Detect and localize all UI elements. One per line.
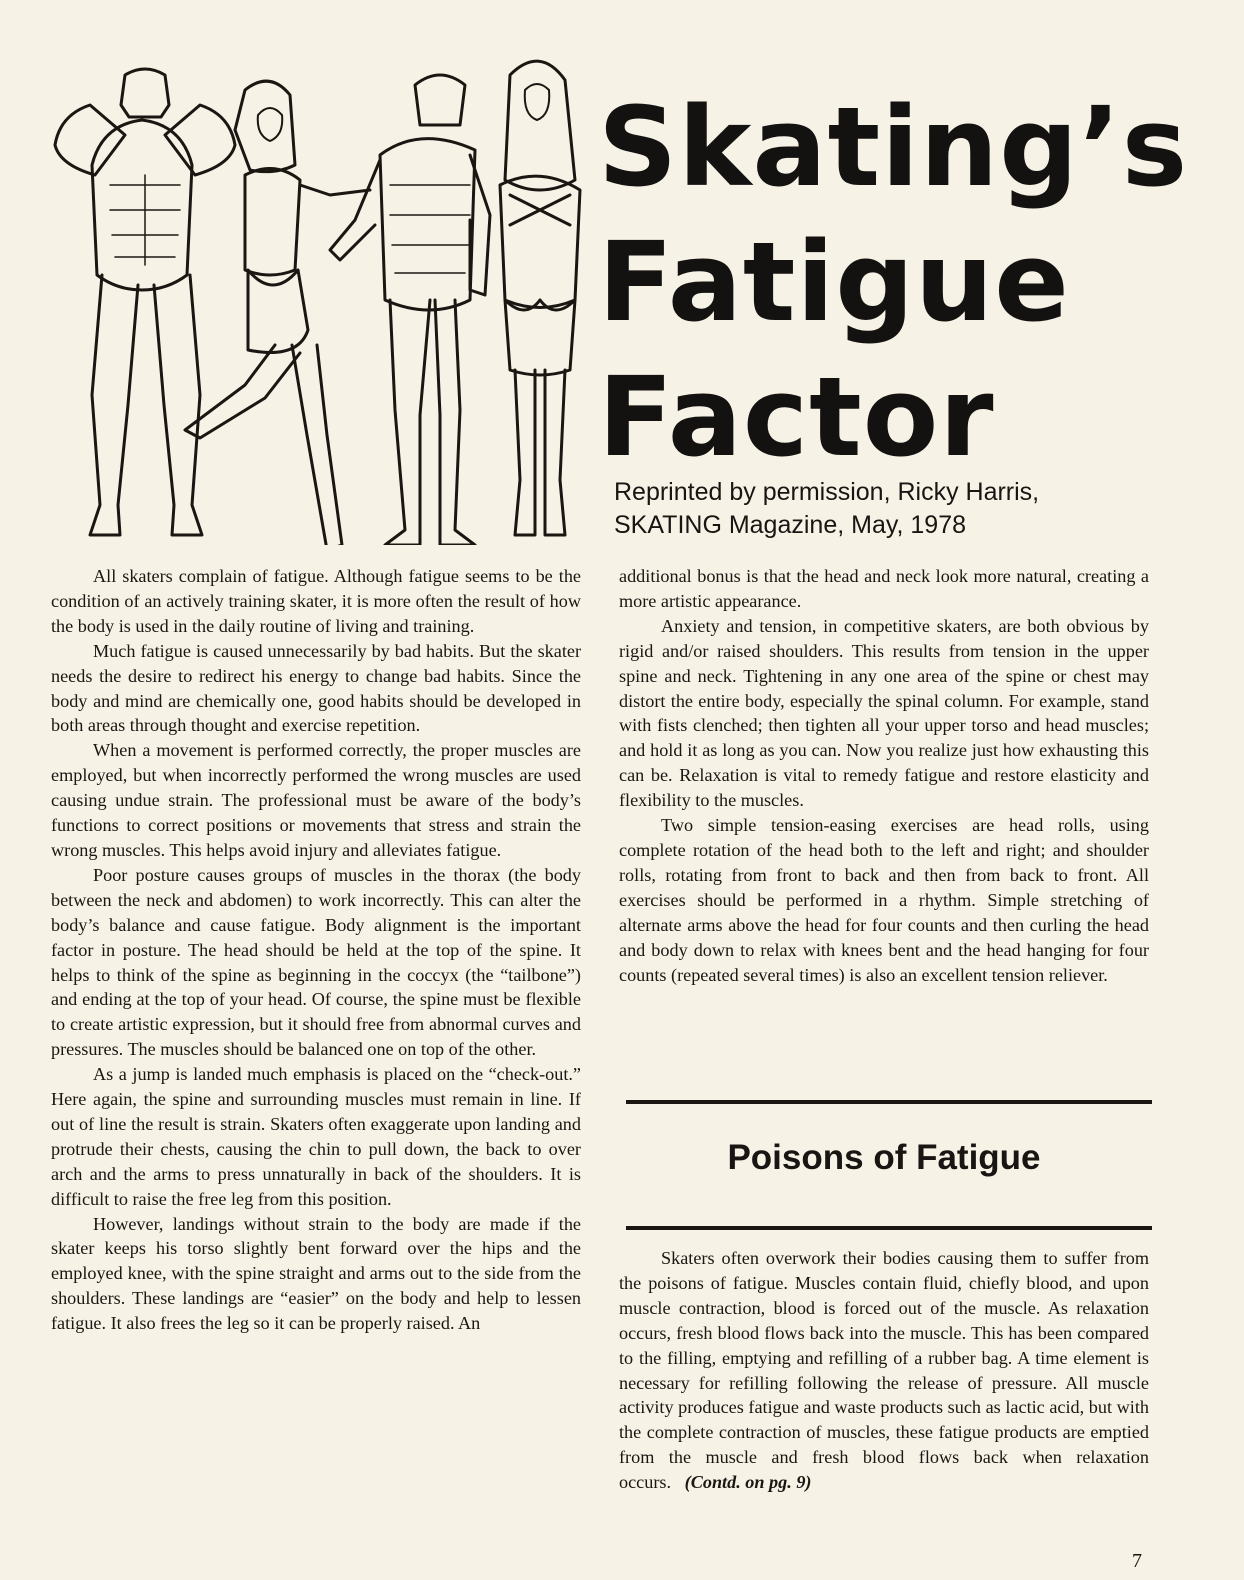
title-line-1: Skating’s: [598, 83, 1189, 211]
figure-woman-arms-crossed-icon: [500, 61, 580, 535]
credit-line-1: Reprinted by permission, Ricky Harris,: [614, 478, 1040, 506]
paragraph-continuation: additional bonus is that the head and neck look more natural, creating a more artistic appearance.: [619, 566, 1149, 611]
credit-line-2: SKATING Magazine, May, 1978: [614, 511, 967, 539]
title-line-2: Fatigue: [598, 218, 1070, 346]
section-heading: Poisons of Fatigue: [727, 1138, 1041, 1177]
paragraph: Much fatigue is caused unnecessarily by bad habits. But the skater needs the desire to redirect his energy to change bad habits. Since the body and mind are chemically one, good habits should be developed in both areas through thought and exercise repetition.: [51, 640, 581, 736]
section-text: Skaters often overwork their bodies causing them to suffer from the poisons of fatigue. Muscles contain fluid, chiefly blood, and upon muscle contraction, blood is forced out of the muscle. As relaxation occurs, fresh blood flows back into the muscle. This has been compared to the filling, emptying and refilling of a rubber bag. A time element is necessary for refilling following the release of pressure. All muscle activity produces fatigue and waste products such as lactic acid, but with the complete contraction of muscles, these fatigue products are emptied from the muscle and fresh blood flows back when relaxation occurs.: [619, 1248, 1149, 1493]
figure-man-arms-raised-icon: [55, 69, 235, 535]
section-body: [619, 1246, 1149, 1495]
paragraph: When a movement is performed correctly, the proper muscles are employed, but when incorrectly performed the wrong muscles are used causing undue strain. The professional must be aware of the body’s functions to correct positions or movements that stress and strain the wrong muscles. This helps avoid injury and alleviates fatigue.: [51, 740, 581, 860]
paragraph: Poor posture causes groups of muscles in the thorax (the body between the neck and abdomen) to work incorrectly. This can alter the body’s balance and cause fatigue. Body alignment is the important factor in posture. The head should be held at the top of the spine. It helps to think of the spine as beginning in the coccyx (the “tailbone”) and ending at the top of your head. Of course, the spine must be flexible to create artistic expression, but it should free from abnormal curves and pressures. The muscles should be balanced one on top of the other.: [51, 864, 581, 1060]
paragraph: All skaters complain of fatigue. Although fatigue seems to be the condition of an actively training skater, it is more often the result of how the body is used in the daily routine of living and training.: [51, 566, 581, 636]
left-column: [51, 564, 581, 1336]
section-rule-bottom: [626, 1226, 1152, 1230]
right-column: [619, 564, 1149, 987]
article-title: [598, 80, 1228, 485]
continued-note: (Contd. on pg. 9): [684, 1472, 812, 1493]
paragraph: However, landings without strain to the body are made if the skater keeps his torso slightly bent forward over the hips and the employed knee, with the spine straight and arms out to the side from the shoulders. These landings are “easier” on the body and help to lessen fatigue. It also frees the leg so it can be properly raised. An: [51, 1213, 581, 1334]
title-line-3: Factor: [598, 353, 995, 481]
section-paragraph: [619, 1246, 1149, 1495]
paragraph: Two simple tension-easing exercises are head rolls, using complete rotation of the head both to the left and right; and shoulder rolls, rotating from front to back and then from back to front. All exercises should be performed in a rhythm. Simple stretching of alternate arms above the head for four counts and then curling the head and body down to relax with knees bent and the head hanging for four counts (repeated several times) is also an excellent tension reliever.: [619, 815, 1149, 985]
four-figures-illustration: [30, 45, 590, 545]
reprint-credit: [614, 476, 1234, 542]
figure-woman-reaching-icon: [185, 81, 370, 545]
page-number: 7: [1132, 1550, 1142, 1572]
paragraph: As a jump is landed much emphasis is placed on the “check-out.” Here again, the spine and surrounding muscles must remain in line. If out of line the result is strain. Skaters often exaggerate upon landing and protrude their chests, causing the chin to pull down, the back to over arch and the arms to press unnaturally in back of the shoulders. It is difficult to raise the free leg from this position.: [51, 1064, 581, 1209]
figure-man-twisting-icon: [330, 75, 490, 545]
paragraph: Anxiety and tension, in competitive skaters, are both obvious by rigid and/or raised shoulders. This results from tension in the upper spine and neck. Tightening in any one area of the spine or chest may distort the entire body, especially the spinal column. For example, stand with fists clenched; then tighten all your upper torso and head muscles; and hold it as long as you can. Now you realize just how exhausting this can be. Relaxation is vital to remedy fatigue and restore elasticity and flexibility to the muscles.: [619, 615, 1149, 811]
section-rule-top: [626, 1100, 1152, 1104]
